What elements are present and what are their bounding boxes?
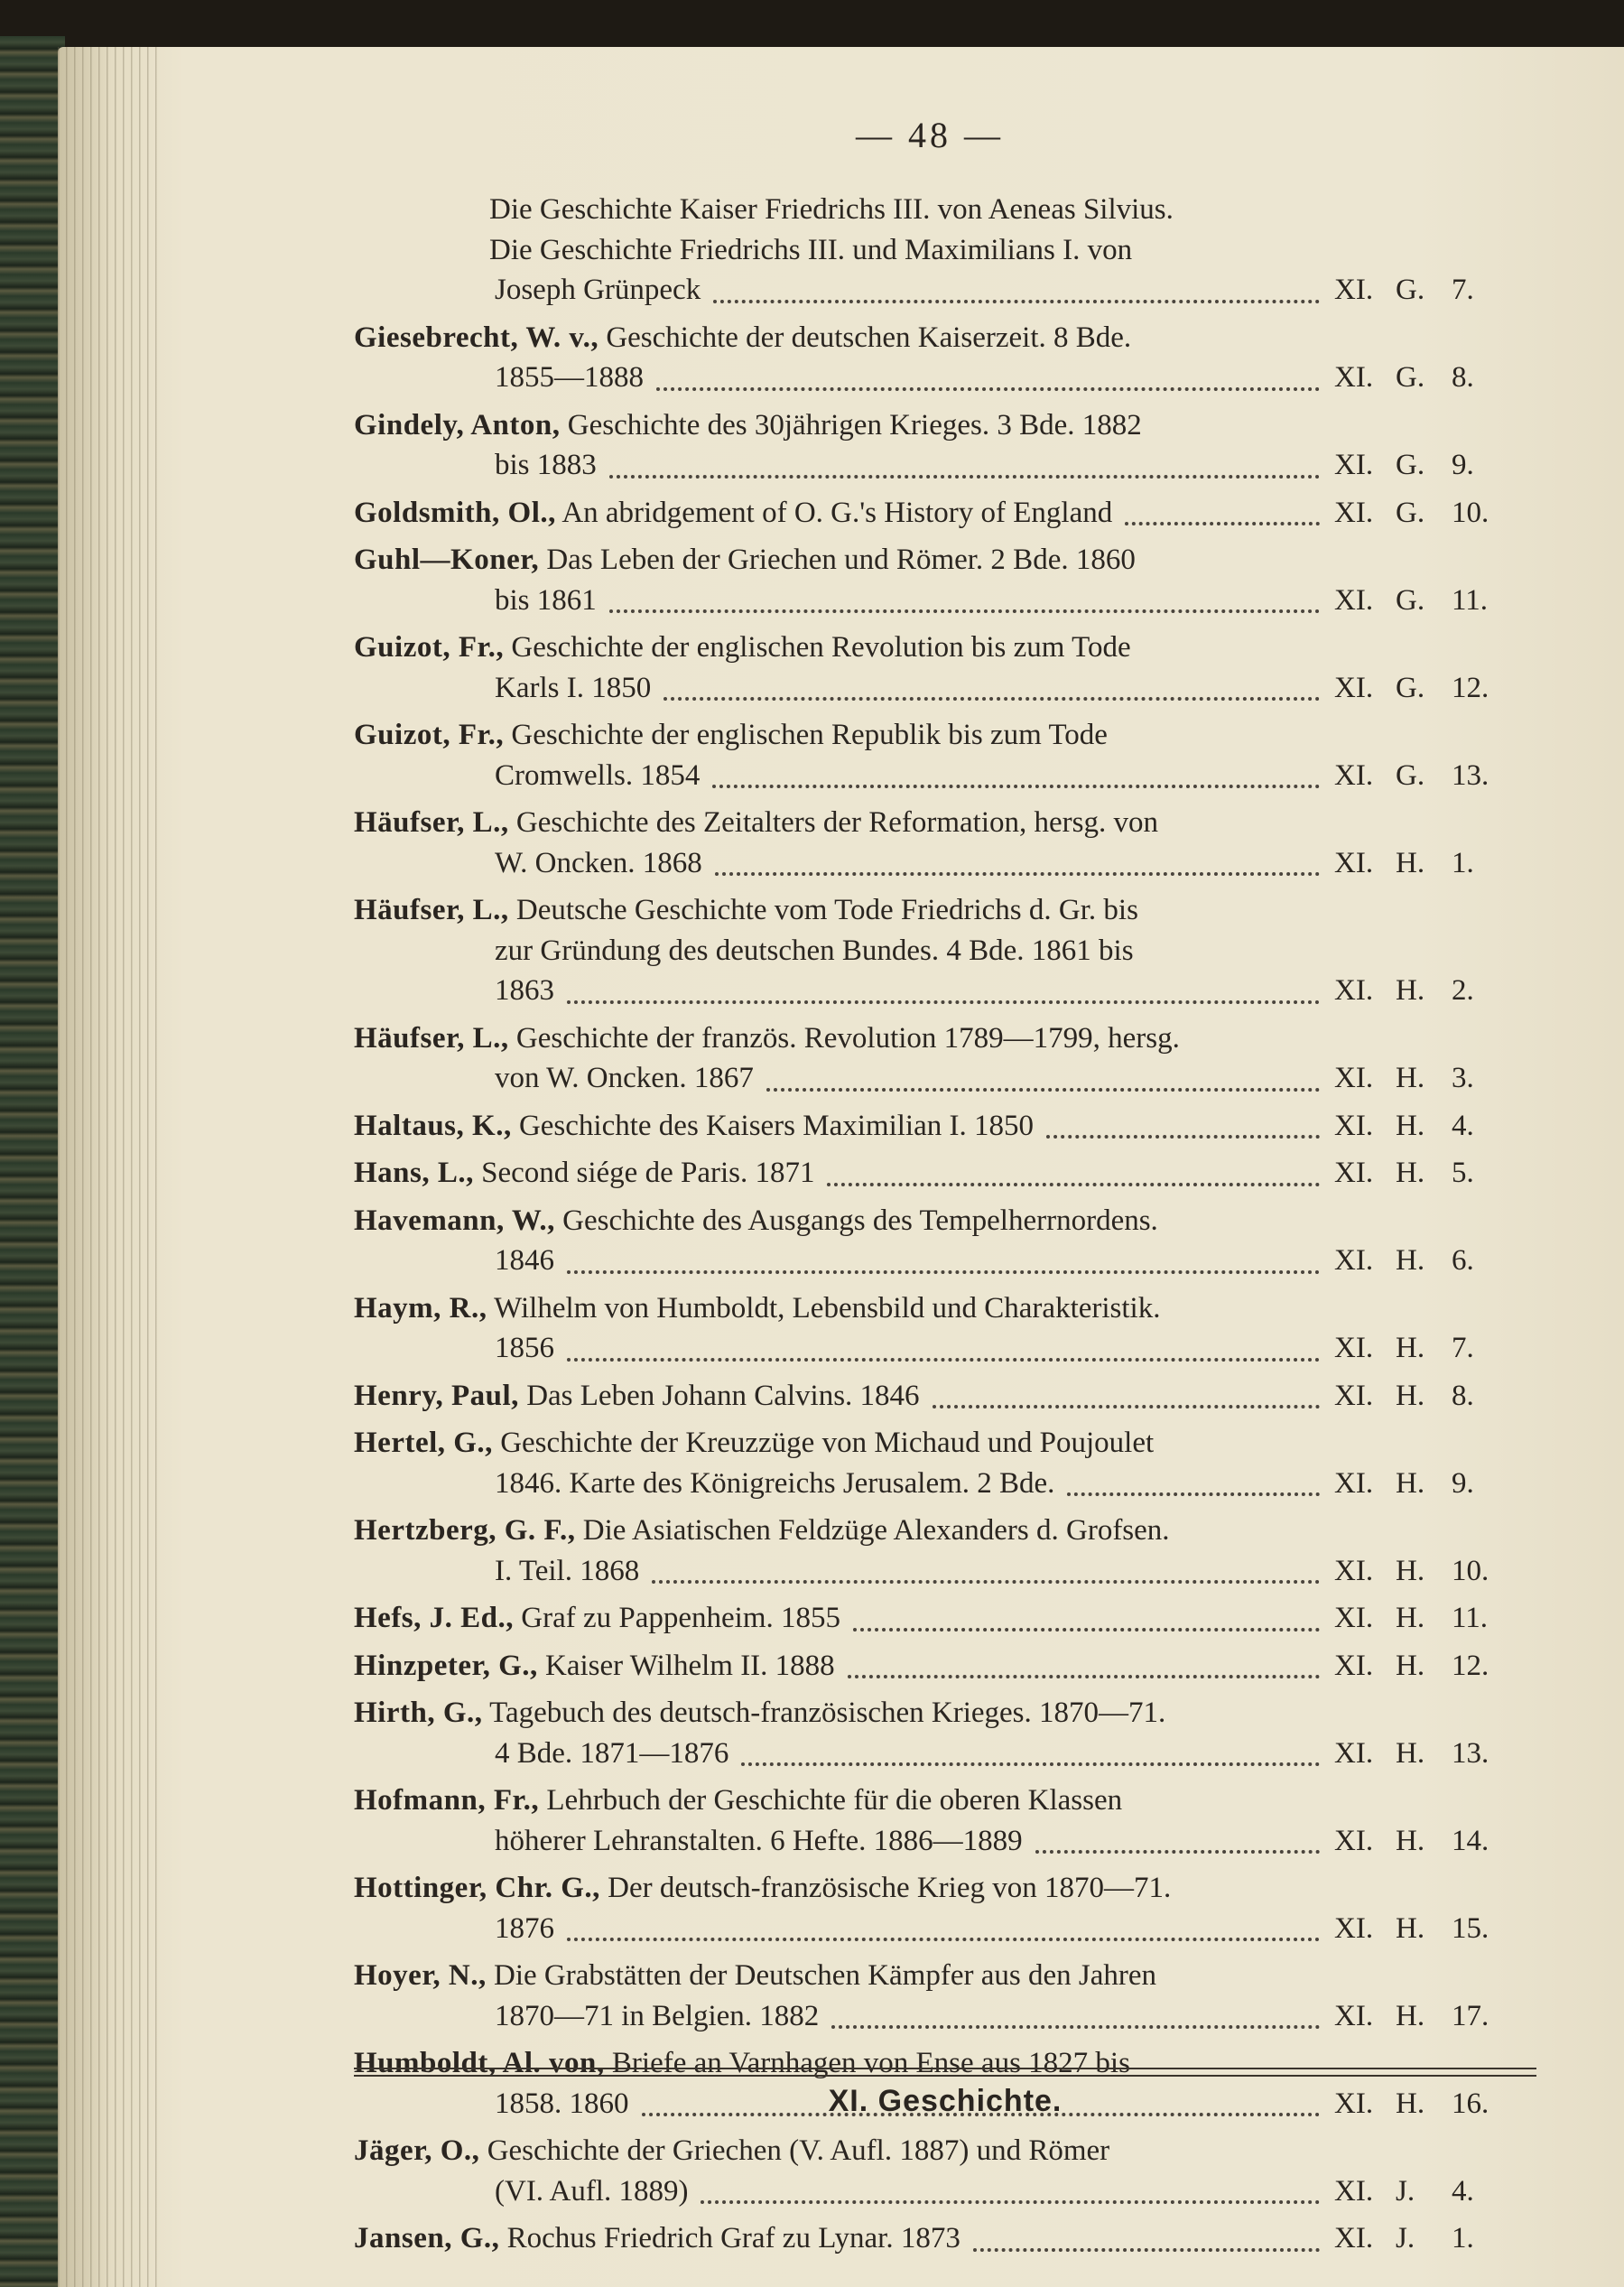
catalog-entry-continuation	[354, 843, 1495, 884]
catalog-entry-line	[354, 1376, 1495, 1417]
signature-letter: H.	[1396, 1602, 1425, 1634]
entry-title: von W. Oncken. 1867	[495, 1062, 754, 1094]
signature-class: XI.	[1334, 1554, 1374, 1587]
signature-number: 4.	[1452, 2174, 1474, 2208]
signature-letter: G.	[1396, 758, 1425, 792]
entry-title: Geschichte der Kreuzzüge von Michaud und Poujoulet	[500, 1427, 1155, 1459]
dot-leader	[567, 1317, 1320, 1362]
entry-title: Geschichte der deutschen Kaiserzeit. 8 Bde.	[606, 321, 1132, 354]
entry-title: Second siége de Paris. 1871	[481, 1157, 815, 1189]
signature-class: XI.	[1334, 361, 1374, 394]
entry-author: Hertel, G.,	[354, 1427, 493, 1459]
signature-class: XI.	[1334, 846, 1374, 879]
catalog-entry-continuation	[354, 1821, 1495, 1862]
entry-author: Henry, Paul,	[354, 1379, 519, 1412]
entry-text	[495, 1909, 554, 1949]
signature-class: XI.	[1334, 1466, 1374, 1500]
signature-letter: H.	[1396, 1736, 1425, 1770]
catalog-entry-continuation	[354, 1328, 1495, 1369]
entry-title: Tagebuch des deutsch-französischen Krieges. 1870—71.	[489, 1697, 1166, 1729]
entry-title: 1876	[495, 1911, 554, 1945]
entry-title: Die Geschichte Friedrichs III. und Maximilians I. von	[489, 233, 1133, 266]
dot-leader	[712, 745, 1320, 789]
signature-letter: H.	[1396, 1466, 1425, 1500]
footer-section-title: XI. Geschichte.	[828, 2084, 1063, 2118]
shelf-signature	[1334, 668, 1506, 709]
dot-leader	[1067, 1453, 1320, 1497]
signature-letter: G.	[1396, 361, 1425, 394]
signature-class: XI.	[1334, 1062, 1374, 1094]
signature-letter: H.	[1396, 1332, 1425, 1364]
signature-letter: H.	[1396, 974, 1425, 1007]
entry-author: Hinzpeter, G.,	[354, 1649, 538, 1682]
entry-title: 1858. 1860	[495, 2087, 629, 2120]
catalog-entry-continuation	[354, 668, 1495, 709]
dot-leader	[609, 570, 1320, 614]
signature-number: 14.	[1452, 1824, 1489, 1857]
signature-number: 9.	[1452, 1466, 1474, 1500]
entry-text	[354, 1780, 1122, 1821]
catalog-entry-continuation	[354, 270, 1495, 311]
entry-title: 1856	[495, 1332, 554, 1364]
signature-class: XI.	[1334, 274, 1374, 306]
signature-letter: G.	[1396, 583, 1425, 617]
entry-author: Giesebrecht, W. v.,	[354, 321, 599, 354]
dot-leader	[741, 1723, 1320, 1767]
shelf-signature	[1334, 1909, 1506, 1949]
entry-title: Briefe an Varnhagen von Ense aus 1827 bis	[611, 2047, 1130, 2079]
dot-leader	[715, 832, 1320, 877]
signature-letter: H.	[1396, 1157, 1425, 1189]
signature-letter: H.	[1396, 1911, 1425, 1945]
signature-letter: H.	[1396, 1109, 1425, 1142]
shelf-signature	[1334, 1376, 1506, 1417]
shelf-signature	[1334, 843, 1506, 884]
signature-letter: G.	[1396, 496, 1425, 529]
entry-title: Rochus Friedrich Graf zu Lynar. 1873	[506, 2222, 960, 2254]
signature-letter: H.	[1396, 1649, 1425, 1682]
entry-text	[354, 1598, 840, 1639]
shelf-signature	[1334, 971, 1506, 1011]
signature-number: 7.	[1452, 274, 1474, 306]
entry-text	[354, 493, 1112, 534]
dot-leader	[652, 1540, 1320, 1585]
entry-text	[495, 1996, 819, 2037]
shelf-signature	[1334, 358, 1506, 398]
signature-number: 5.	[1452, 1157, 1474, 1189]
entry-title: Kaiser Wilhelm II. 1888	[545, 1649, 835, 1682]
signature-class: XI.	[1334, 2222, 1374, 2254]
dot-leader	[848, 1635, 1320, 1679]
entry-author: Guizot, Fr.,	[354, 719, 505, 751]
signature-number: 2.	[1452, 974, 1474, 1007]
signature-class: XI.	[1334, 1602, 1374, 1634]
shelf-signature	[1334, 1058, 1506, 1099]
signature-number: 13.	[1452, 758, 1489, 792]
entry-author: Häufser, L.,	[354, 894, 509, 926]
signature-letter: J.	[1396, 2222, 1415, 2254]
signature-class: XI.	[1334, 1109, 1374, 1142]
signature-number: 15.	[1452, 1911, 1489, 1945]
dot-leader	[567, 1230, 1320, 1274]
signature-class: XI.	[1334, 1736, 1374, 1770]
entry-title: bis 1861	[495, 583, 597, 617]
shelf-signature	[1334, 1328, 1506, 1369]
page-number: — 48 —	[856, 115, 1004, 155]
signature-class: XI.	[1334, 583, 1374, 617]
catalog-entry-line	[354, 1423, 1495, 1464]
entry-text	[354, 1106, 1034, 1147]
signature-number: 16.	[1452, 2087, 1489, 2120]
dot-leader	[766, 1047, 1320, 1092]
entry-text	[495, 971, 554, 1011]
signature-class: XI.	[1334, 449, 1374, 481]
entry-text	[495, 1551, 639, 1592]
entry-title: Geschichte der englischen Revolution bis zum Tode	[511, 631, 1131, 664]
entry-text	[495, 668, 651, 709]
signature-letter: H.	[1396, 1999, 1425, 2032]
catalog-entry-continuation	[354, 358, 1495, 398]
signature-letter: H.	[1396, 2087, 1425, 2120]
signature-number: 8.	[1452, 1379, 1474, 1412]
signature-letter: G.	[1396, 274, 1425, 306]
entry-text	[495, 756, 700, 796]
entry-author: Gindely, Anton,	[354, 408, 561, 442]
entry-title: Wilhelm von Humboldt, Lebensbild und Charakteristik.	[494, 1291, 1161, 1325]
signature-class: XI.	[1334, 1379, 1374, 1412]
signature-letter: H.	[1396, 1062, 1425, 1094]
entry-title: An abridgement of O. G.'s History of England	[561, 496, 1113, 529]
entry-title: Geschichte der Griechen (V. Aufl. 1887) und Römer	[487, 2134, 1110, 2167]
shelf-signature	[1334, 581, 1506, 621]
catalog-entry-continuation	[354, 190, 1495, 230]
catalog-entry-continuation	[354, 445, 1495, 486]
catalog-entry-line	[354, 1646, 1495, 1687]
entry-title: Geschichte des 30jährigen Krieges. 3 Bde. 1882	[567, 408, 1142, 442]
entry-title: (VI. Aufl. 1889)	[495, 2174, 689, 2208]
shelf-signature	[1334, 1996, 1506, 2037]
entry-text	[354, 1153, 814, 1194]
shelf-signature	[1334, 1646, 1506, 1687]
signature-class: XI.	[1334, 1649, 1374, 1682]
catalog-entry-continuation	[354, 2171, 1495, 2212]
signature-letter: H.	[1396, 1244, 1425, 1277]
shelf-signature	[1334, 493, 1506, 534]
catalog-entry-continuation	[354, 1734, 1495, 1774]
entry-author: Goldsmith, Ol.,	[354, 496, 556, 529]
entry-author: Hirth, G.,	[354, 1697, 483, 1729]
entry-text	[354, 2218, 960, 2259]
entry-author: Hans, L.,	[354, 1157, 474, 1189]
dot-leader	[827, 1142, 1320, 1186]
entry-title: höherer Lehranstalten. 6 Hefte. 1886—1889	[495, 1824, 1023, 1857]
entry-title: I. Teil. 1868	[495, 1554, 640, 1587]
entry-title: Das Leben der Griechen und Römer. 2 Bde. 1860	[546, 544, 1136, 576]
entry-text	[495, 358, 644, 398]
catalog-entry-line	[354, 2218, 1495, 2259]
signature-number: 10.	[1452, 496, 1489, 529]
entry-title: Geschichte des Zeitalters der Reformation, hersg. von	[515, 806, 1158, 839]
page-edges	[58, 47, 157, 2287]
entry-title: bis 1883	[495, 449, 597, 481]
shelf-signature	[1334, 445, 1506, 486]
entry-text	[495, 445, 597, 486]
dot-leader	[853, 1587, 1320, 1632]
entry-author: Hefs, J. Ed.,	[354, 1602, 515, 1634]
dot-leader	[664, 657, 1320, 702]
signature-class: XI.	[1334, 1332, 1374, 1364]
entry-text	[354, 1423, 1154, 1464]
entry-text	[495, 2171, 688, 2212]
entry-text	[354, 890, 1138, 931]
entry-author: Hofmann, Fr.,	[354, 1784, 540, 1817]
entry-title: Deutsche Geschichte vom Tode Friedrichs d. Gr. bis	[515, 894, 1138, 926]
signature-letter: H.	[1396, 1379, 1425, 1412]
dot-leader	[713, 259, 1320, 303]
signature-number: 12.	[1452, 671, 1489, 704]
signature-number: 1.	[1452, 2222, 1474, 2254]
shelf-signature	[1334, 756, 1506, 796]
entry-text	[354, 1376, 920, 1417]
entry-text	[489, 190, 1174, 230]
entry-text	[495, 1241, 554, 1281]
entry-title: 1863	[495, 974, 554, 1007]
entry-title: Karls I. 1850	[495, 671, 652, 704]
footer-rule	[354, 2068, 1536, 2077]
entry-author: Haym, R.,	[354, 1291, 487, 1325]
entry-text	[495, 1328, 554, 1369]
entry-author: Havemann, W.,	[354, 1204, 555, 1237]
signature-number: 9.	[1452, 449, 1474, 481]
catalog-entry-continuation	[354, 1241, 1495, 1281]
signature-class: XI.	[1334, 974, 1374, 1007]
shelf-signature	[1334, 1241, 1506, 1281]
catalog-entry-line	[354, 1153, 1495, 1194]
signature-letter: H.	[1396, 1824, 1425, 1857]
signature-number: 11.	[1452, 583, 1489, 617]
entry-title: 4 Bde. 1871—1876	[495, 1736, 729, 1770]
entry-text	[495, 1734, 728, 1774]
shelf-signature	[1334, 1598, 1506, 1639]
entry-title: Geschichte des Ausgangs des Tempelherrnordens.	[562, 1204, 1158, 1237]
entry-title: zur Gründung des deutschen Bundes. 4 Bde. 1861 bis	[495, 934, 1134, 967]
signature-class: XI.	[1334, 1244, 1374, 1277]
entry-text	[495, 270, 701, 311]
catalog-entry-line	[354, 1106, 1495, 1147]
entry-title: 1870—71 in Belgien. 1882	[495, 1999, 820, 2032]
catalog-entry-continuation	[354, 1996, 1495, 2037]
signature-letter: G.	[1396, 449, 1425, 481]
entry-title: Graf zu Pappenheim. 1855	[521, 1602, 841, 1634]
shelf-signature	[1334, 1734, 1506, 1774]
entry-title: Joseph Grünpeck	[495, 274, 701, 306]
entry-title: 1846	[495, 1244, 554, 1277]
signature-class: XI.	[1334, 496, 1374, 529]
entry-title: Die Geschichte Kaiser Friedrichs III. von Aeneas Silvius.	[489, 193, 1174, 226]
dot-leader	[567, 960, 1320, 1004]
entry-author: Jansen, G.,	[354, 2222, 500, 2254]
shelf-signature	[1334, 2171, 1506, 2212]
signature-class: XI.	[1334, 1157, 1374, 1189]
signature-class: XI.	[1334, 758, 1374, 792]
catalog-entry-continuation	[354, 1058, 1495, 1099]
entry-author: Häufser, L.,	[354, 1021, 509, 1055]
signature-number: 7.	[1452, 1332, 1474, 1364]
signature-class: XI.	[1334, 671, 1374, 704]
shelf-signature	[1334, 1464, 1506, 1504]
entry-title: Das Leben Johann Calvins. 1846	[526, 1379, 920, 1412]
dot-leader	[701, 2161, 1320, 2205]
signature-letter: G.	[1396, 671, 1425, 704]
catalog-entry-line	[354, 493, 1495, 534]
catalog-entry-continuation	[354, 1909, 1495, 1949]
signature-class: XI.	[1334, 1824, 1374, 1857]
catalog-entry-continuation	[354, 1464, 1495, 1504]
dot-leader	[1125, 482, 1320, 526]
entry-author: Guizot, Fr.,	[354, 631, 505, 664]
catalog-entry-line	[354, 890, 1495, 931]
shelf-signature	[1334, 270, 1506, 311]
dot-leader	[973, 2208, 1320, 2252]
dot-leader	[609, 434, 1320, 479]
entry-author: Häufser, L.,	[354, 806, 509, 839]
catalog-entry-continuation	[354, 1551, 1495, 1592]
entry-title: Geschichte des Kaisers Maximilian I. 1850	[518, 1109, 1034, 1142]
signature-class: XI.	[1334, 1999, 1374, 2032]
entry-title: Der deutsch-französische Krieg von 1870—71.	[608, 1872, 1172, 1904]
dot-leader	[831, 1985, 1320, 2030]
signature-number: 6.	[1452, 1244, 1474, 1277]
signature-letter: H.	[1396, 1554, 1425, 1587]
entry-author: Guhl—Koner,	[354, 544, 540, 576]
shelf-signature	[1334, 1153, 1506, 1194]
entry-title: Die Grabstätten der Deutschen Kämpfer aus den Jahren	[494, 1959, 1156, 1992]
dot-leader	[1046, 1095, 1320, 1139]
shelf-signature	[1334, 2218, 1506, 2259]
signature-number: 13.	[1452, 1736, 1489, 1770]
signature-number: 12.	[1452, 1649, 1489, 1682]
catalog-entry-continuation	[354, 971, 1495, 1011]
catalog-entries	[354, 190, 1495, 2259]
entry-title: 1855—1888	[495, 361, 644, 394]
signature-number: 8.	[1452, 361, 1474, 394]
signature-number: 10.	[1452, 1554, 1489, 1587]
signature-letter: H.	[1396, 846, 1425, 879]
shelf-signature	[1334, 1106, 1506, 1147]
entry-title: Lehrbuch der Geschichte für die oberen Klassen	[546, 1784, 1123, 1817]
entry-author: Hottinger, Chr. G.,	[354, 1872, 600, 1904]
dot-leader	[656, 347, 1320, 391]
dot-leader	[567, 1898, 1320, 1942]
entry-text	[495, 1821, 1023, 1862]
entry-author: Hoyer, N.,	[354, 1959, 487, 1992]
signature-class: XI.	[1334, 2087, 1374, 2120]
entry-text	[495, 581, 597, 621]
entry-text	[354, 1646, 835, 1687]
entry-title: Die Asiatischen Feldzüge Alexanders d. Grofsen.	[582, 1514, 1170, 1547]
entry-author: Haltaus, K.,	[354, 1109, 512, 1142]
signature-number: 4.	[1452, 1109, 1474, 1142]
entry-author: Humboldt, Al. von,	[354, 2047, 605, 2079]
catalog-entry-continuation	[354, 581, 1495, 621]
shelf-signature	[1334, 1821, 1506, 1862]
entry-text	[495, 843, 702, 884]
signature-number: 1.	[1452, 846, 1474, 879]
entry-title: Geschichte der französ. Revolution 1789—1799, hersg.	[515, 1021, 1180, 1055]
signature-number: 11.	[1452, 1602, 1489, 1634]
dot-leader	[1035, 1810, 1320, 1855]
signature-letter: J.	[1396, 2174, 1415, 2208]
entry-text	[495, 1464, 1054, 1504]
shelf-signature	[1334, 1551, 1506, 1592]
entry-title: Geschichte der englischen Republik bis zum Tode	[511, 719, 1108, 751]
catalog-entry-continuation	[354, 756, 1495, 796]
book-binding	[0, 36, 65, 2287]
entry-title: 1846. Karte des Königreichs Jerusalem. 2 Bde.	[495, 1466, 1055, 1500]
catalog-entry-line	[354, 1598, 1495, 1639]
entry-title: Cromwells. 1854	[495, 758, 701, 792]
signature-number: 3.	[1452, 1062, 1474, 1094]
dot-leader	[933, 1365, 1320, 1409]
entry-author: Hertzberg, G. F.,	[354, 1514, 576, 1547]
signature-number: 17.	[1452, 1999, 1489, 2032]
signature-class: XI.	[1334, 1911, 1374, 1945]
entry-author: Jäger, O.,	[354, 2134, 480, 2167]
entry-text	[495, 1058, 754, 1099]
catalog-entry-line	[354, 1780, 1495, 1821]
entry-title: W. Oncken. 1868	[495, 846, 702, 879]
signature-class: XI.	[1334, 2174, 1374, 2208]
